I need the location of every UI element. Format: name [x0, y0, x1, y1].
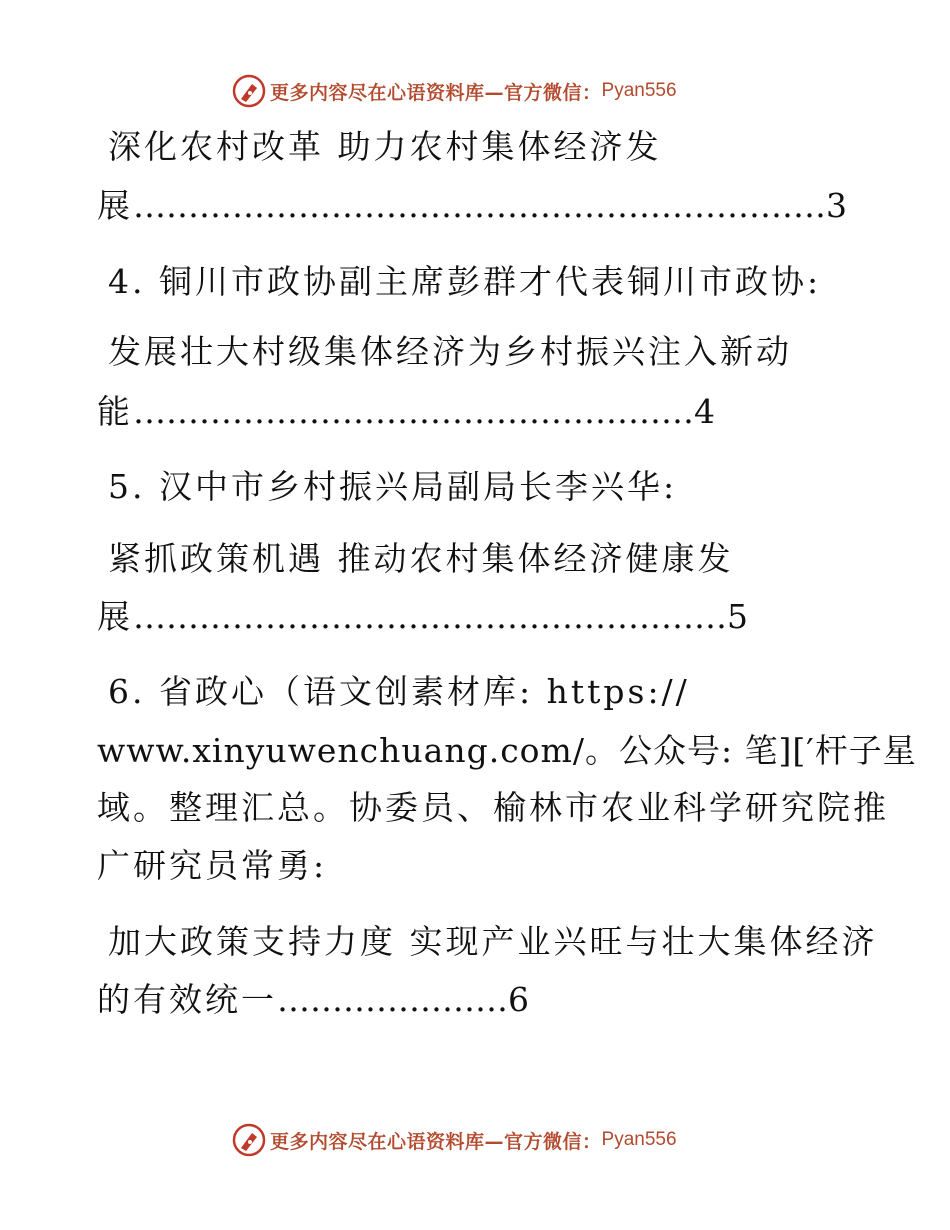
toc-entry-6-heading-line-4: 广研究员常勇:	[97, 846, 328, 885]
toc-entry-5-title-end: 展	[97, 597, 133, 636]
watermark-text: 更多内容尽在心语资料库—官方微信：	[270, 1130, 602, 1153]
toc-entry-6-last-line	[97, 980, 532, 1020]
toc-entry-6-leader: …………………	[277, 980, 508, 1019]
toc-entry-6-heading-line-1	[108, 672, 690, 712]
watermark-account: Pyan556	[601, 80, 677, 101]
toc-entry-1-title-end: 展	[97, 186, 133, 225]
footer-watermark	[232, 1120, 677, 1160]
toc-entry-5-heading-text: 汉中市乡村振兴局副局长李兴华:	[159, 467, 678, 506]
watermark-text: 更多内容尽在心语资料库—官方微信：	[270, 81, 602, 104]
header-watermark	[232, 71, 677, 111]
toc-entry-6-number: 6.	[108, 672, 146, 711]
toc-entry-4-page: 4	[694, 392, 718, 431]
toc-entry-4-number: 4.	[108, 262, 146, 301]
toc-entry-4-heading-text: 铜川市政协副主席彭群才代表铜川市政协:	[159, 262, 822, 301]
toc-entry-4-title-end: 能	[97, 392, 133, 431]
toc-entry-4-heading	[108, 262, 821, 302]
toc-entry-6-heading-line-2: www.xinyuwenchuang.com/。公众号: 笔][′杆子星	[97, 731, 917, 770]
toc-entry-6-page: 6	[508, 980, 532, 1019]
toc-entry-4-leader: ……………………………………………	[133, 392, 694, 431]
toc-entry-1-last-line	[97, 186, 850, 226]
toc-entry-6-heading-line-3: 域。整理汇总。协委员、榆林市农业科学研究院推	[97, 788, 889, 827]
toc-entry-1-leader: ………………………………………………………	[133, 186, 826, 225]
toc-entry-6-title-line-1: 加大政策支持力度 实现产业兴旺与壮大集体经济	[108, 922, 878, 961]
toc-entry-5-title-line-1: 紧抓政策机遇 推动农村集体经济健康发	[108, 539, 734, 578]
toc-entry-1-title-line-1: 深化农村改革 助力农村集体经济发	[108, 127, 662, 166]
toc-entry-5-number: 5.	[108, 467, 146, 506]
pen-nib-icon	[232, 1123, 266, 1157]
toc-entry-5-page: 5	[727, 597, 751, 636]
toc-entry-4-last-line	[97, 392, 718, 432]
toc-entry-6-title-end: 的有效统一	[97, 980, 277, 1019]
toc-entry-1-page: 3	[826, 186, 850, 225]
toc-entry-5-leader: ………………………………………………	[133, 597, 727, 636]
toc-entry-6-heading-text-1: 省政心（语文创素材库: https://	[159, 672, 690, 711]
watermark-account: Pyan556	[601, 1129, 677, 1150]
toc-entry-4-title-line-1: 发展壮大村级集体经济为乡村振兴注入新动	[108, 332, 792, 371]
pen-nib-icon	[232, 74, 266, 108]
toc-entry-5-last-line	[97, 597, 751, 637]
toc-entry-5-heading	[108, 467, 677, 507]
